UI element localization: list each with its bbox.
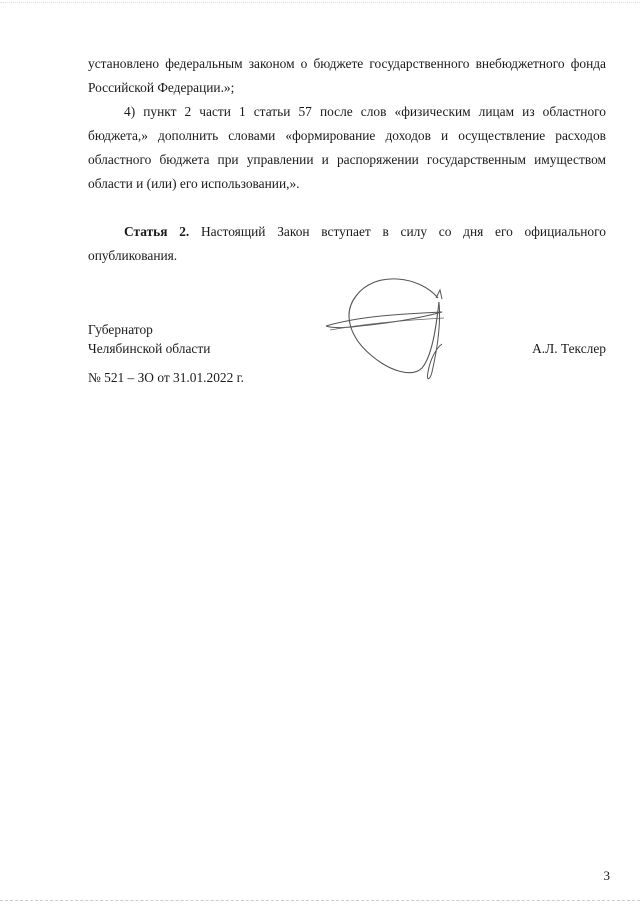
- signatory-title-line-1: Губернатор: [88, 322, 153, 337]
- scan-edge-top: [0, 2, 640, 3]
- page-number: 3: [603, 868, 610, 883]
- paragraph-item-4: 4) пункт 2 части 1 статьи 57 после слов «физическим лицам из областного бюджета,» дополнить словами «формирование доходов и осуществление расходов областного бюджета при управлении и распоряжении государственным имуществом области и (или) его использовании,».: [88, 104, 606, 191]
- signatory-title-line-2: Челябинской области: [88, 341, 211, 356]
- handwritten-signature-icon: [320, 268, 460, 384]
- scan-edge-bottom: [0, 900, 640, 901]
- paragraph-continuation: установлено федеральным законом о бюджете государственного внебюджетного фонда Российской Федерации.»;: [88, 56, 606, 95]
- signatory-title: [88, 320, 210, 358]
- article-2-heading: Статья 2.: [124, 224, 190, 239]
- article-2: [88, 220, 606, 268]
- article-2-text: Настоящий Закон вступает в силу со дня его официального опубликования.: [88, 224, 606, 263]
- signatory-name: А.Л. Текслер: [532, 341, 606, 356]
- law-number-date: № 521 – ЗО от 31.01.2022 г.: [88, 370, 244, 385]
